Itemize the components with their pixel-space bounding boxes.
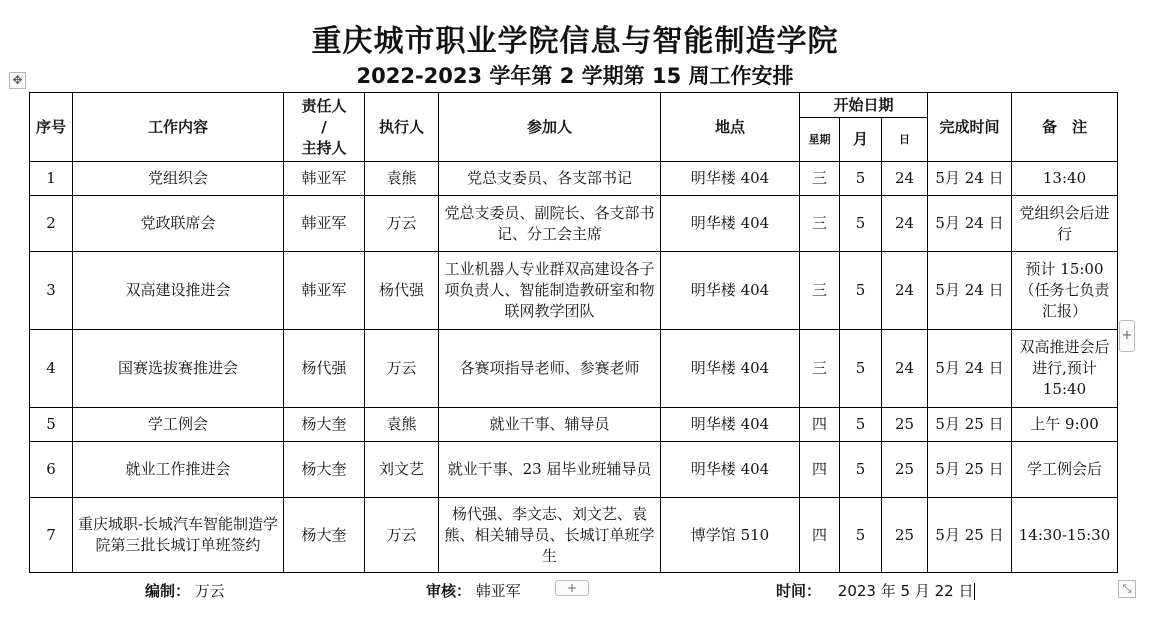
table-row bbox=[30, 330, 1118, 408]
cell-weekday[interactable]: 三 bbox=[800, 162, 840, 196]
cell-completion[interactable]: 5月 24 日 bbox=[928, 162, 1012, 196]
cell-index[interactable]: 3 bbox=[30, 252, 73, 330]
table-row bbox=[30, 442, 1118, 498]
header-executor: 执行人 bbox=[365, 93, 439, 162]
cell-remarks[interactable]: 14:30-15:30 bbox=[1012, 498, 1118, 573]
cell-participants[interactable]: 党总支委员、副院长、各支部书记、分工会主席 bbox=[439, 196, 661, 252]
cell-executor[interactable]: 袁熊 bbox=[365, 162, 439, 196]
cell-completion[interactable]: 5月 25 日 bbox=[928, 408, 1012, 442]
text-cursor bbox=[974, 583, 975, 600]
cell-location[interactable]: 明华楼 404 bbox=[661, 330, 800, 408]
cell-executor[interactable]: 万云 bbox=[365, 498, 439, 573]
cell-owner[interactable]: 杨代强 bbox=[284, 330, 365, 408]
cell-day[interactable]: 24 bbox=[882, 196, 928, 252]
cell-owner[interactable]: 韩亚军 bbox=[284, 252, 365, 330]
header-day: 日 bbox=[882, 118, 928, 162]
cell-index[interactable]: 7 bbox=[30, 498, 73, 573]
cell-content[interactable]: 重庆城职-长城汽车智能制造学院第三批长城订单班签约 bbox=[73, 498, 284, 573]
cell-remarks[interactable]: 预计 15:00（任务七负责汇报） bbox=[1012, 252, 1118, 330]
schedule-body bbox=[30, 162, 1118, 573]
cell-weekday[interactable]: 四 bbox=[800, 498, 840, 573]
cell-remarks[interactable]: 学工例会后 bbox=[1012, 442, 1118, 498]
cell-completion[interactable]: 5月 25 日 bbox=[928, 442, 1012, 498]
cell-completion[interactable]: 5月 24 日 bbox=[928, 330, 1012, 408]
table-row bbox=[30, 498, 1118, 573]
cell-remarks[interactable]: 党组织会后进行 bbox=[1012, 196, 1118, 252]
cell-day[interactable]: 25 bbox=[882, 498, 928, 573]
cell-participants[interactable]: 党总支委员、各支部书记 bbox=[439, 162, 661, 196]
cell-day[interactable]: 24 bbox=[882, 252, 928, 330]
cell-content[interactable]: 党政联席会 bbox=[73, 196, 284, 252]
cell-content[interactable]: 就业工作推进会 bbox=[73, 442, 284, 498]
reviewer-label: 审核： bbox=[426, 582, 472, 600]
cell-month[interactable]: 5 bbox=[840, 498, 882, 573]
cell-executor[interactable]: 刘文艺 bbox=[365, 442, 439, 498]
cell-month[interactable]: 5 bbox=[840, 330, 882, 408]
cell-weekday[interactable]: 四 bbox=[800, 442, 840, 498]
cell-content[interactable]: 国赛选拔赛推进会 bbox=[73, 330, 284, 408]
cell-content[interactable]: 党组织会 bbox=[73, 162, 284, 196]
cell-location[interactable]: 明华楼 404 bbox=[661, 442, 800, 498]
cell-month[interactable]: 5 bbox=[840, 408, 882, 442]
cell-owner[interactable]: 杨大奎 bbox=[284, 498, 365, 573]
header-remarks: 备 注 bbox=[1012, 93, 1118, 162]
header-owner: 责任人 / 主持人 bbox=[284, 93, 365, 162]
cell-location[interactable]: 博学馆 510 bbox=[661, 498, 800, 573]
cell-location[interactable]: 明华楼 404 bbox=[661, 196, 800, 252]
cell-month[interactable]: 5 bbox=[840, 196, 882, 252]
cell-index[interactable]: 6 bbox=[30, 442, 73, 498]
cell-completion[interactable]: 5月 25 日 bbox=[928, 498, 1012, 573]
editor-name: 万云 bbox=[194, 582, 225, 600]
cell-day[interactable]: 24 bbox=[882, 162, 928, 196]
cell-weekday[interactable]: 四 bbox=[800, 408, 840, 442]
cell-participants[interactable]: 工业机器人专业群双高建设各子项负责人、智能制造教研室和物联网教学团队 bbox=[439, 252, 661, 330]
header-index: 序号 bbox=[30, 93, 73, 162]
time-value[interactable]: 2023 年 5 月 22 日 bbox=[837, 582, 974, 600]
add-row-button[interactable] bbox=[555, 580, 589, 596]
footer-reviewer bbox=[426, 580, 521, 601]
footer-editor bbox=[145, 580, 225, 601]
cell-participants[interactable]: 就业干事、辅导员 bbox=[439, 408, 661, 442]
cell-participants[interactable]: 就业干事、23 届毕业班辅导员 bbox=[439, 442, 661, 498]
cell-executor[interactable]: 杨代强 bbox=[365, 252, 439, 330]
editor-label: 编制： bbox=[145, 582, 191, 600]
plus-icon: + bbox=[566, 581, 578, 595]
header-location: 地点 bbox=[661, 93, 800, 162]
header-month: 月 bbox=[840, 118, 882, 162]
cell-participants[interactable]: 杨代强、李文志、刘文艺、袁熊、相关辅导员、长城订单班学生 bbox=[439, 498, 661, 573]
header-content: 工作内容 bbox=[73, 93, 284, 162]
cell-location[interactable]: 明华楼 404 bbox=[661, 408, 800, 442]
table-row bbox=[30, 196, 1118, 252]
cell-content[interactable]: 双高建设推进会 bbox=[73, 252, 284, 330]
cell-location[interactable]: 明华楼 404 bbox=[661, 252, 800, 330]
table-row bbox=[30, 252, 1118, 330]
cell-participants[interactable]: 各赛项指导老师、参赛老师 bbox=[439, 330, 661, 408]
cell-executor[interactable]: 万云 bbox=[365, 330, 439, 408]
header-weekday: 星期 bbox=[800, 118, 840, 162]
cell-month[interactable]: 5 bbox=[840, 252, 882, 330]
time-label: 时间： bbox=[776, 582, 822, 600]
cell-index[interactable]: 4 bbox=[30, 330, 73, 408]
cell-month[interactable]: 5 bbox=[840, 442, 882, 498]
cell-owner[interactable]: 杨大奎 bbox=[284, 408, 365, 442]
cell-index[interactable]: 2 bbox=[30, 196, 73, 252]
cell-day[interactable]: 25 bbox=[882, 442, 928, 498]
footer-time bbox=[776, 580, 975, 601]
cell-executor[interactable]: 袁熊 bbox=[365, 408, 439, 442]
cell-index[interactable]: 1 bbox=[30, 162, 73, 196]
cell-owner[interactable]: 杨大奎 bbox=[284, 442, 365, 498]
table-row bbox=[30, 162, 1118, 196]
add-column-button[interactable] bbox=[1119, 320, 1135, 352]
header-participants: 参加人 bbox=[439, 93, 661, 162]
reviewer-name: 韩亚军 bbox=[475, 582, 521, 600]
cell-content[interactable]: 学工例会 bbox=[73, 408, 284, 442]
cell-weekday[interactable]: 三 bbox=[800, 252, 840, 330]
table-row bbox=[30, 408, 1118, 442]
cell-remarks[interactable]: 上午 9:00 bbox=[1012, 408, 1118, 442]
diagonal-resize-icon[interactable]: ⤡ bbox=[1118, 580, 1136, 598]
cell-location[interactable]: 明华楼 404 bbox=[661, 162, 800, 196]
cell-executor[interactable]: 万云 bbox=[365, 196, 439, 252]
cell-owner[interactable]: 韩亚军 bbox=[284, 162, 365, 196]
header-completion: 完成时间 bbox=[928, 93, 1012, 162]
cell-index[interactable]: 5 bbox=[30, 408, 73, 442]
four-way-move-icon[interactable]: ✥ bbox=[9, 72, 26, 89]
cell-month[interactable]: 5 bbox=[840, 162, 882, 196]
cell-remarks[interactable]: 双高推进会后进行,预计 15:40 bbox=[1012, 330, 1118, 408]
document-subtitle: 2022-2023 学年第 2 学期第 15 周工作安排 bbox=[356, 64, 794, 88]
plus-icon: + bbox=[1121, 328, 1133, 343]
cell-owner[interactable]: 韩亚军 bbox=[284, 196, 365, 252]
cell-weekday[interactable]: 三 bbox=[800, 196, 840, 252]
cell-weekday[interactable]: 三 bbox=[800, 330, 840, 408]
document-title: 重庆城市职业学院信息与智能制造学院 bbox=[311, 24, 839, 59]
schedule-table bbox=[29, 92, 1118, 573]
cell-remarks[interactable]: 13:40 bbox=[1012, 162, 1118, 196]
header-start-date: 开始日期 bbox=[800, 93, 928, 118]
cell-day[interactable]: 24 bbox=[882, 330, 928, 408]
cell-completion[interactable]: 5月 24 日 bbox=[928, 196, 1012, 252]
cell-completion[interactable]: 5月 24 日 bbox=[928, 252, 1012, 330]
cell-day[interactable]: 25 bbox=[882, 408, 928, 442]
